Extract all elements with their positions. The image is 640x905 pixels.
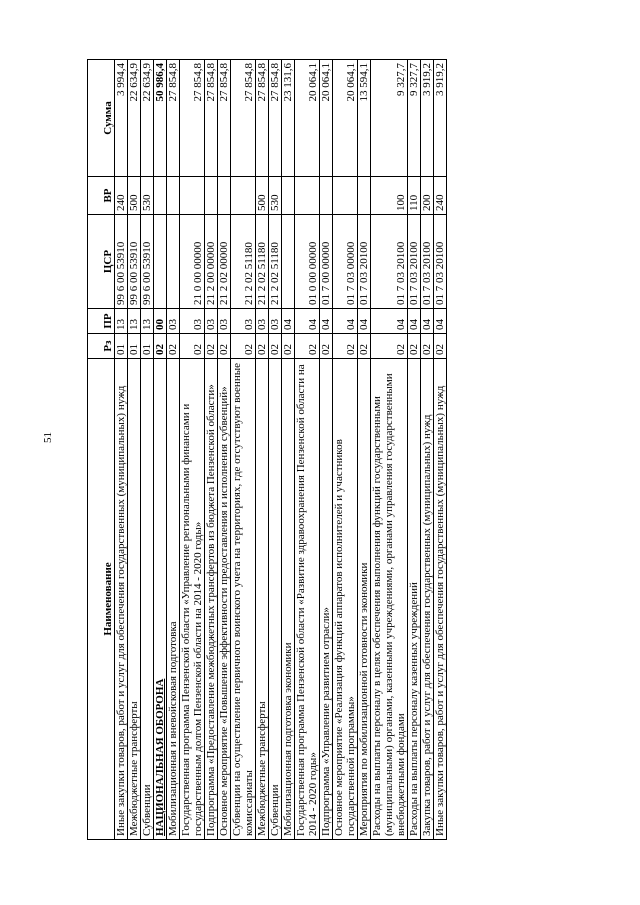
cell-csr: 01 7 03 20100	[434, 215, 447, 309]
cell-name: Подпрограмма «Управление развитием отрасли»	[320, 359, 333, 840]
cell-sum: 20 064,1	[333, 60, 358, 177]
cell-vr	[231, 177, 256, 215]
cell-pr: 04	[320, 309, 333, 334]
cell-name: Межбюджетные трансферты	[128, 359, 141, 840]
header-name: Наименование	[88, 359, 115, 840]
cell-pr: 04	[408, 309, 421, 334]
cell-csr: 01 0 00 00000	[295, 215, 320, 309]
cell-name: Подпрограмма «Предоставление межбюджетных трансфертов из бюджета Пензенской области»	[205, 359, 218, 840]
table-row	[434, 60, 447, 840]
table-row	[421, 60, 434, 840]
rotated-page-content	[87, 60, 565, 840]
cell-sum: 13 594,1	[358, 60, 371, 177]
cell-sum: 27 854,8	[269, 60, 282, 177]
cell-vr	[282, 177, 295, 215]
cell-sum: 22 634,9	[141, 60, 154, 177]
cell-rz: 02	[180, 334, 205, 359]
page-number: 51	[42, 432, 54, 443]
cell-name: Межбюджетные трансферты	[256, 359, 269, 840]
cell-csr: 99 6 00 53910	[128, 215, 141, 309]
cell-rz: 02	[333, 334, 358, 359]
cell-csr: 01 7 03 20100	[371, 215, 408, 309]
cell-name: Закупка товаров, работ и услуг для обеспечения государственных (муниципальных) нужд	[421, 359, 434, 840]
cell-pr: 00	[154, 309, 167, 334]
cell-csr	[282, 215, 295, 309]
cell-sum: 27 854,8	[256, 60, 269, 177]
cell-pr: 04	[434, 309, 447, 334]
cell-pr: 03	[218, 309, 231, 334]
cell-vr	[167, 177, 180, 215]
header-vr: ВР	[88, 177, 115, 215]
cell-name: НАЦИОНАЛЬНАЯ ОБОРОНА	[154, 359, 167, 840]
table-header-row	[88, 60, 115, 840]
table-body	[115, 60, 447, 840]
table-row	[408, 60, 421, 840]
cell-name: Расходы на выплаты персоналу в целях обеспечения выполнения функций государственными (муниципальными) органами, казенными учреждениями, органами управления государственными внебюджетными фондами	[371, 359, 408, 840]
table-row	[205, 60, 218, 840]
cell-name: Иные закупки товаров, работ и услуг для обеспечения государственных (муниципальных) нужд	[115, 359, 128, 840]
cell-csr	[167, 215, 180, 309]
cell-csr: 21 2 02 51180	[269, 215, 282, 309]
cell-name: Государственная программа Пензенской области «Развитие здравоохранения Пензенской области на 2014 - 2020 годы»	[295, 359, 320, 840]
table-row	[141, 60, 154, 840]
cell-rz: 02	[434, 334, 447, 359]
table-row	[295, 60, 320, 840]
cell-vr	[295, 177, 320, 215]
cell-name: Субвенции	[141, 359, 154, 840]
cell-rz: 02	[421, 334, 434, 359]
cell-rz: 01	[115, 334, 128, 359]
cell-pr: 03	[180, 309, 205, 334]
cell-pr: 13	[141, 309, 154, 334]
cell-sum: 27 854,8	[218, 60, 231, 177]
cell-vr: 500	[256, 177, 269, 215]
cell-vr: 240	[434, 177, 447, 215]
cell-vr	[218, 177, 231, 215]
cell-csr: 99 6 00 53910	[115, 215, 128, 309]
cell-csr: 01 7 03 20100	[421, 215, 434, 309]
cell-rz: 02	[295, 334, 320, 359]
cell-vr: 240	[115, 177, 128, 215]
cell-rz: 02	[231, 334, 256, 359]
cell-name: Мероприятия по мобилизационной готовности экономики	[358, 359, 371, 840]
table-row	[256, 60, 269, 840]
cell-vr	[358, 177, 371, 215]
cell-pr: 04	[333, 309, 358, 334]
cell-pr: 03	[269, 309, 282, 334]
cell-vr: 200	[421, 177, 434, 215]
cell-sum: 9 327,7	[371, 60, 408, 177]
cell-sum: 3 994,4	[115, 60, 128, 177]
cell-rz: 02	[218, 334, 231, 359]
cell-pr: 13	[128, 309, 141, 334]
cell-sum: 20 064,1	[320, 60, 333, 177]
cell-csr: 01 7 03 20100	[408, 215, 421, 309]
cell-pr: 13	[115, 309, 128, 334]
cell-csr: 21 0 00 00000	[180, 215, 205, 309]
cell-pr: 04	[421, 309, 434, 334]
cell-sum: 27 854,8	[231, 60, 256, 177]
cell-csr: 21 2 00 00000	[205, 215, 218, 309]
cell-sum: 27 854,8	[205, 60, 218, 177]
cell-vr: 500	[128, 177, 141, 215]
cell-sum: 9 327,7	[408, 60, 421, 177]
header-rz: Рз	[88, 334, 115, 359]
cell-rz: 02	[282, 334, 295, 359]
cell-csr	[154, 215, 167, 309]
cell-name: Основное мероприятие «Повышение эффективности предоставления и исполнения субвенций»	[218, 359, 231, 840]
cell-rz: 02	[358, 334, 371, 359]
cell-sum: 3 919,2	[421, 60, 434, 177]
cell-vr: 110	[408, 177, 421, 215]
cell-name: Мобилизационная и вневойсковая подготовка	[167, 359, 180, 840]
table-row	[167, 60, 180, 840]
cell-rz: 02	[154, 334, 167, 359]
header-csr: ЦСР	[88, 215, 115, 309]
cell-vr	[205, 177, 218, 215]
header-sum: Сумма	[88, 60, 115, 177]
cell-pr: 03	[205, 309, 218, 334]
cell-csr: 21 2 02 00000	[218, 215, 231, 309]
cell-name: Основное мероприятие «Реализация функций аппаратов исполнителей и участников государственной программы»	[333, 359, 358, 840]
table-row	[218, 60, 231, 840]
header-pr: ПР	[88, 309, 115, 334]
table-row	[333, 60, 358, 840]
budget-table	[87, 59, 447, 840]
cell-rz: 02	[408, 334, 421, 359]
cell-sum: 27 854,8	[167, 60, 180, 177]
cell-csr: 01 7 03 20100	[358, 215, 371, 309]
cell-pr: 04	[371, 309, 408, 334]
cell-pr: 03	[256, 309, 269, 334]
cell-csr: 21 2 02 51180	[231, 215, 256, 309]
cell-vr: 530	[141, 177, 154, 215]
cell-sum: 22 634,9	[128, 60, 141, 177]
cell-rz: 01	[128, 334, 141, 359]
cell-csr: 99 6 00 53910	[141, 215, 154, 309]
cell-pr: 04	[358, 309, 371, 334]
cell-name: Мобилизационная подготовка экономики	[282, 359, 295, 840]
cell-csr: 01 7 03 00000	[333, 215, 358, 309]
cell-rz: 01	[141, 334, 154, 359]
cell-rz: 02	[371, 334, 408, 359]
cell-sum: 20 064,1	[295, 60, 320, 177]
cell-name: Расходы на выплаты персоналу казенных учреждений	[408, 359, 421, 840]
cell-vr	[180, 177, 205, 215]
cell-name: Субвенции	[269, 359, 282, 840]
table-row	[115, 60, 128, 840]
cell-vr	[154, 177, 167, 215]
table-row	[371, 60, 408, 840]
table-row	[320, 60, 333, 840]
cell-vr: 100	[371, 177, 408, 215]
cell-csr: 01 7 00 00000	[320, 215, 333, 309]
cell-name: Субвенции на осуществление первичного воинского учета на территориях, где отсутствуют военные комиссариаты	[231, 359, 256, 840]
cell-pr: 03	[167, 309, 180, 334]
cell-sum: 3 919,2	[434, 60, 447, 177]
table-row	[282, 60, 295, 840]
cell-csr: 21 2 02 51180	[256, 215, 269, 309]
table-row	[154, 60, 167, 840]
cell-sum: 50 986,4	[154, 60, 167, 177]
cell-pr: 03	[231, 309, 256, 334]
cell-pr: 04	[295, 309, 320, 334]
table-row	[180, 60, 205, 840]
table-row	[231, 60, 256, 840]
cell-rz: 02	[269, 334, 282, 359]
table-row	[358, 60, 371, 840]
table-row	[269, 60, 282, 840]
cell-rz: 02	[167, 334, 180, 359]
cell-vr: 530	[269, 177, 282, 215]
cell-vr	[333, 177, 358, 215]
cell-rz: 02	[205, 334, 218, 359]
cell-name: Государственная программа Пензенской области «Управление региональными финансами и государственным долгом Пензенской области на 2014 - 2020 годы»	[180, 359, 205, 840]
cell-vr	[320, 177, 333, 215]
cell-sum: 23 131,6	[282, 60, 295, 177]
cell-rz: 02	[256, 334, 269, 359]
table-row	[128, 60, 141, 840]
cell-sum: 27 854,8	[180, 60, 205, 177]
cell-name: Иные закупки товаров, работ и услуг для обеспечения государственных (муниципальных) нужд	[434, 359, 447, 840]
cell-pr: 04	[282, 309, 295, 334]
cell-rz: 02	[320, 334, 333, 359]
